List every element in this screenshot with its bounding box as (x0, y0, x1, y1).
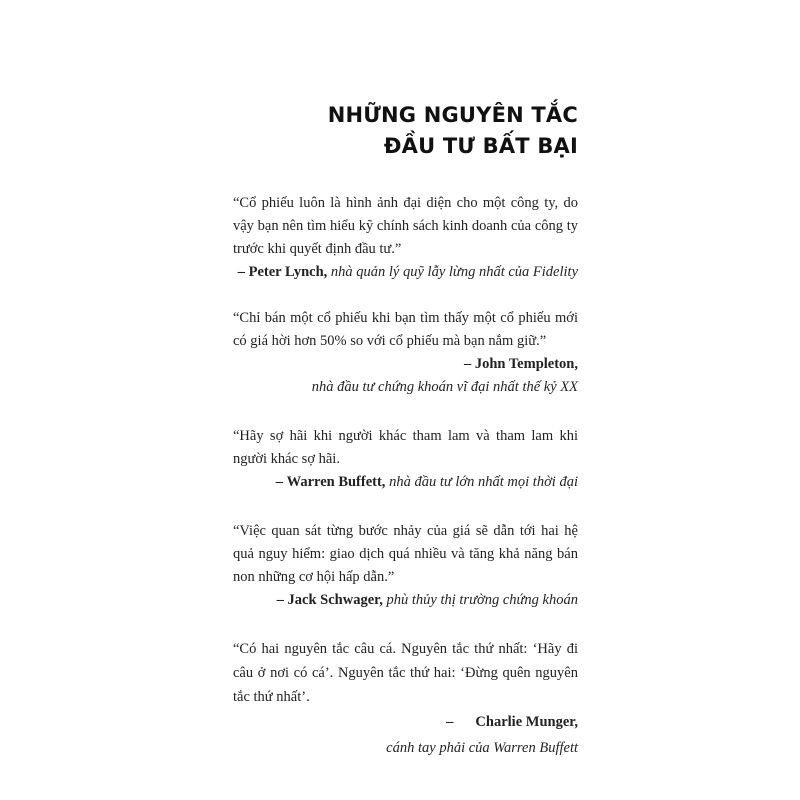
quote-block (233, 637, 578, 761)
quote-author-role: nhà quản lý quỹ lẫy lừng nhất của Fidelity (330, 264, 578, 280)
quote-text: “Có hai nguyên tắc câu cá. Nguyên tắc thứ nhất: ‘Hãy đi câu ở nơi có cá’. Nguyên tắc thứ hai: ‘Đừng quên nguyên tắc thứ nhất’. (233, 641, 578, 705)
quote-author: Warren Buffett, (286, 474, 386, 490)
page-title (328, 100, 578, 162)
quote-author: Jack Schwager, (287, 592, 383, 608)
title-line-1: NHỮNG NGUYÊN TẮC (327, 103, 578, 127)
attribution-dash: – (275, 474, 284, 490)
quote-author: Peter Lynch, (248, 264, 328, 280)
quote-attribution-role-line (233, 735, 578, 761)
attribution-dash: – (446, 714, 454, 730)
quote-author: John Templeton, (474, 356, 578, 372)
title-line-2: ĐẦU TƯ BẤT BẠI (383, 134, 578, 158)
quote-author: Charlie Munger, (475, 714, 578, 730)
quote-text: “Việc quan sát từng bước nhảy của giá sẽ dẫn tới hai hệ quả nguy hiểm: giao dịch quá nhiều và tăng khả năng bán non những cơ hội hấp dẫn.” (233, 523, 578, 585)
quote-block (233, 307, 578, 399)
quote-block (233, 520, 578, 612)
quote-author-role: nhà đầu tư chứng khoán vĩ đại nhất thế kỷ XX (311, 379, 578, 395)
quote-attribution-role-line (233, 376, 578, 399)
quote-text: “Hãy sợ hãi khi người khác tham lam và tham lam khi người khác sợ hãi. (233, 428, 578, 467)
quote-author-role: nhà đầu tư lớn nhất mọi thời đại (389, 474, 578, 490)
quote-block (233, 192, 578, 284)
quote-text: “Chỉ bán một cổ phiếu khi bạn tìm thấy một cổ phiếu mới có giá hời hơn 50% so với cổ phiếu mà bạn nắm giữ.” (233, 310, 578, 349)
quote-author-role: cánh tay phải của Warren Buffett (386, 740, 578, 756)
attribution-dash: – (276, 592, 284, 608)
quote-attribution (233, 261, 578, 284)
attribution-dash: – (463, 356, 472, 372)
quote-list (233, 192, 578, 784)
attribution-dash: – (237, 264, 245, 280)
quote-block (233, 425, 578, 494)
quote-attribution (233, 589, 578, 612)
quote-attribution (233, 353, 578, 376)
quote-attribution (233, 709, 578, 735)
quote-author-role: phù thủy thị trường chứng khoán (386, 592, 578, 608)
quote-attribution (233, 471, 578, 494)
quote-text: “Cổ phiếu luôn là hình ảnh đại diện cho một công ty, do vậy bạn nên tìm hiểu kỹ chính sách kinh doanh của công ty trước khi quyết định đầu tư.” (233, 195, 578, 257)
